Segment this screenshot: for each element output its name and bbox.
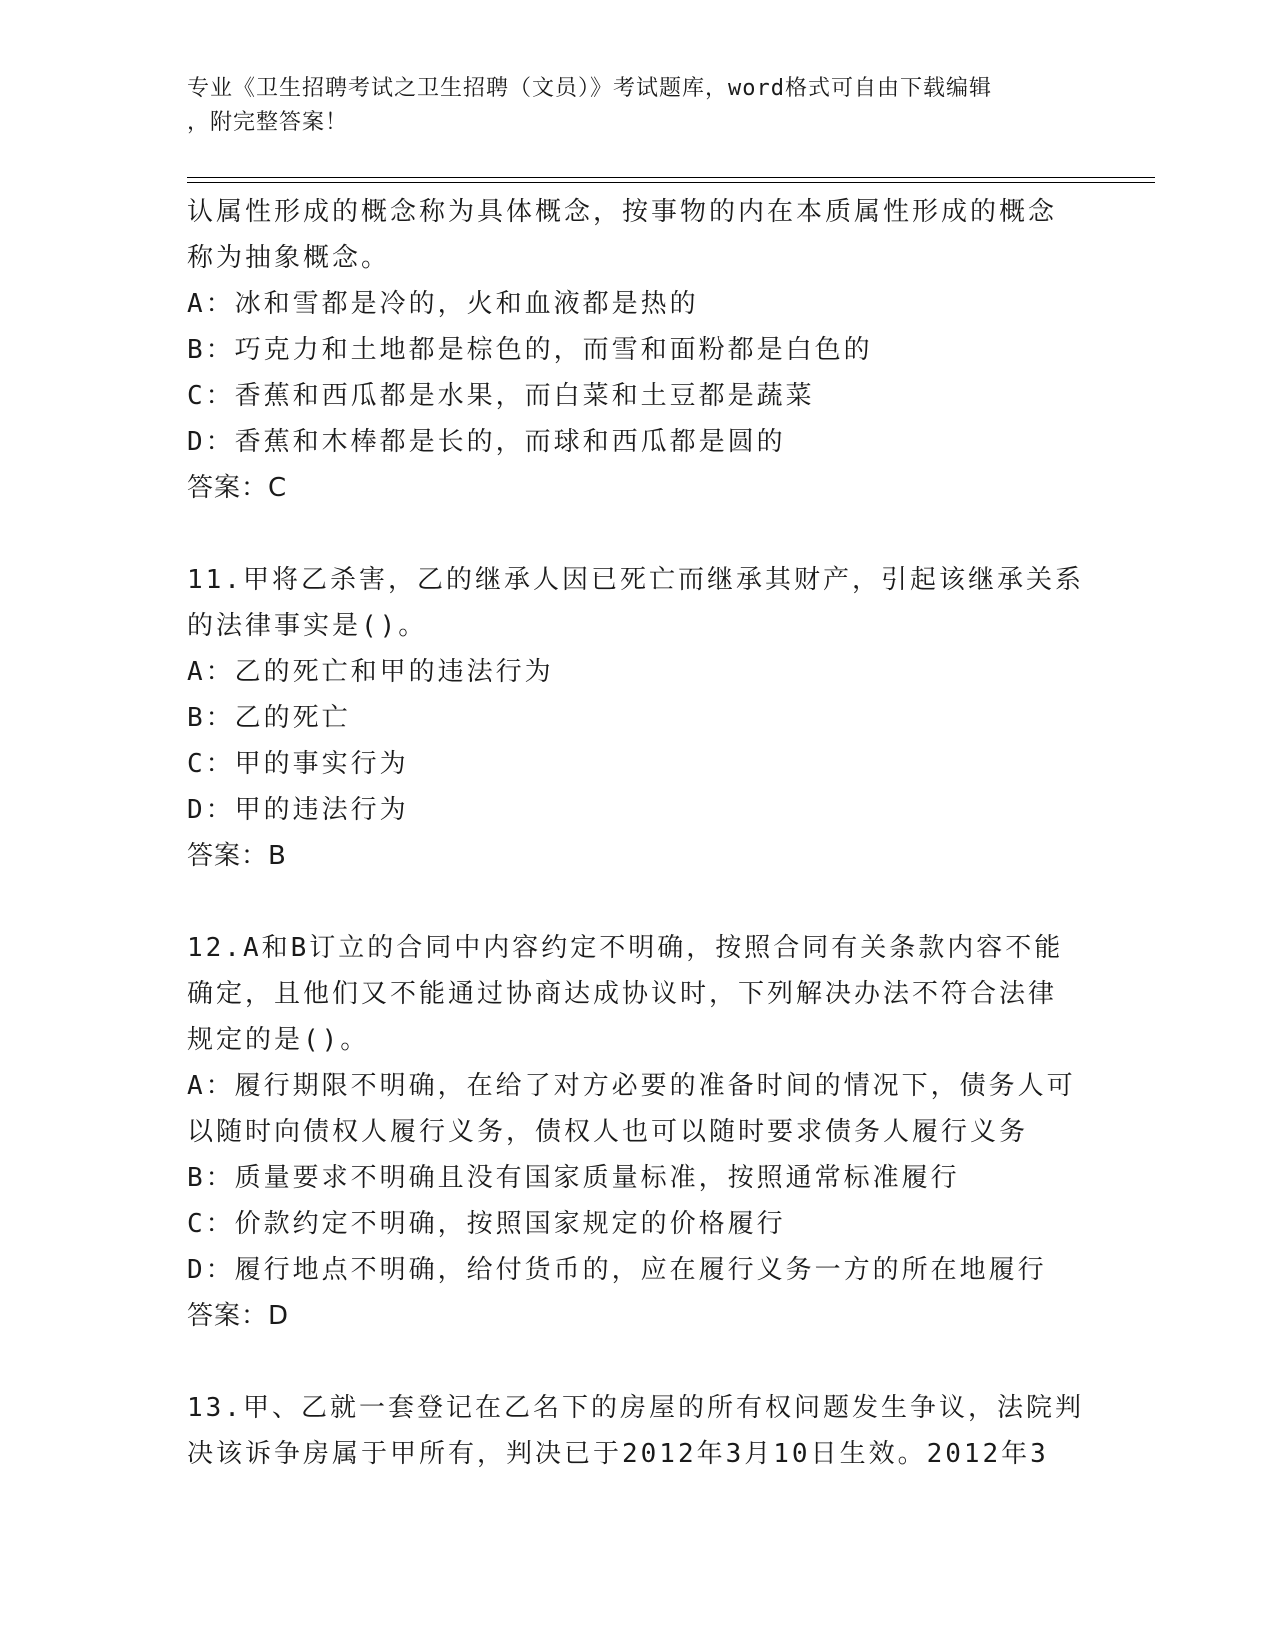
option-a: A：乙的死亡和甲的违法行为	[187, 657, 554, 687]
option-c: C：香蕉和西瓜都是水果，而白菜和土豆都是蔬菜	[187, 381, 815, 411]
question-13-block	[187, 1385, 1087, 1477]
answer-label: 答案：B	[187, 841, 287, 871]
question-list	[187, 189, 1087, 1477]
question-stem-line: 11.甲将乙杀害，乙的继承人因已死亡而继承其财产，引起该继承关系	[187, 565, 1084, 595]
header-line-1: 专业《卫生招聘考试之卫生招聘（文员）》考试题库，word格式可自由下载编辑	[187, 76, 992, 101]
option-d: D：甲的违法行为	[187, 795, 409, 825]
question-stem-line: 认属性形成的概念称为具体概念，按事物的内在本质属性形成的概念	[187, 197, 1058, 227]
question-stem-line: 决该诉争房属于甲所有，判决已于2012年3月10日生效。2012年3	[187, 1439, 1049, 1469]
option-a: A：冰和雪都是冷的，火和血液都是热的	[187, 289, 699, 319]
option-c: C：价款约定不明确，按照国家规定的价格履行	[187, 1209, 786, 1239]
option-a-continued: 以随时向债权人履行义务，债权人也可以随时要求债务人履行义务	[187, 1117, 1029, 1147]
question-11-block	[187, 557, 1087, 879]
option-c: C：甲的事实行为	[187, 749, 409, 779]
answer-label: 答案：C	[187, 473, 288, 503]
option-b: B：质量要求不明确且没有国家质量标准，按照通常标准履行	[187, 1163, 960, 1193]
question-stem-line: 规定的是()。	[187, 1025, 370, 1055]
option-b: B：巧克力和土地都是棕色的，而雪和面粉都是白色的	[187, 335, 873, 365]
question-stem-line: 12.A和B订立的合同中内容约定不明确，按照合同有关条款内容不能	[187, 933, 1064, 963]
question-stem-line: 确定，且他们又不能通过协商达成协议时，下列解决办法不符合法律	[187, 979, 1058, 1009]
question-spacer	[187, 879, 1087, 925]
option-d: D：履行地点不明确，给付货币的，应在履行义务一方的所在地履行	[187, 1255, 1047, 1285]
question-spacer	[187, 1339, 1087, 1385]
answer-label: 答案：D	[187, 1301, 290, 1331]
question-stem-line: 的法律事实是()。	[187, 611, 428, 641]
question-10-block	[187, 189, 1087, 511]
option-d: D：香蕉和木棒都是长的，而球和西瓜都是圆的	[187, 427, 786, 457]
header-line-2: ，附完整答案！	[187, 110, 349, 135]
document-header	[187, 72, 1067, 140]
question-stem-line: 称为抽象概念。	[187, 243, 391, 273]
option-a: A：履行期限不明确，在给了对方必要的准备时间的情况下，债务人可	[187, 1071, 1076, 1101]
question-stem-line: 13.甲、乙就一套登记在乙名下的房屋的所有权问题发生争议，法院判	[187, 1393, 1084, 1423]
header-divider	[187, 177, 1155, 183]
option-b: B：乙的死亡	[187, 703, 351, 733]
question-12-block	[187, 925, 1087, 1339]
question-spacer	[187, 511, 1087, 557]
